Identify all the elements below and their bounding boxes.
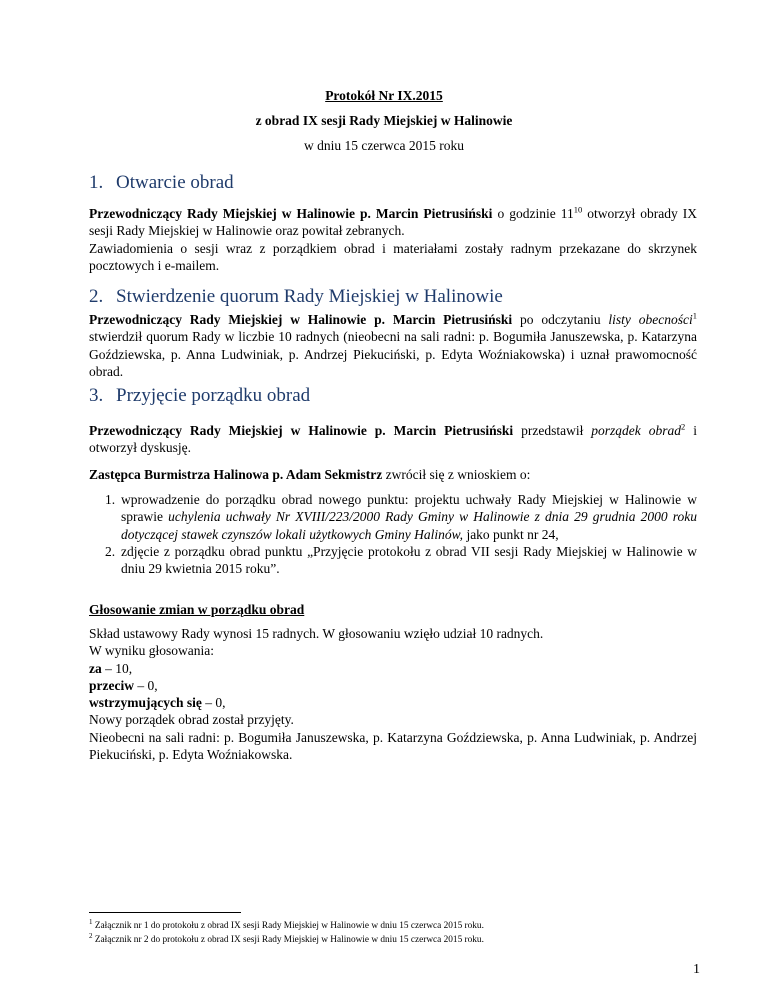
document-title	[0, 88, 768, 104]
absent-councillors: Nieobecni na sali radni: p. Bogumiła Januszewska, p. Katarzyna Goździewska, p. Anna Ludwiniak, p. Andrzej Piekuciński, p. Edyta Woźniakowska.	[89, 729, 697, 763]
protocol-number: Protokół Nr IX.2015	[325, 88, 443, 103]
section-2-paragraph: Przewodniczący Rady Miejskiej w Halinowie p. Marcin Pietrusiński po odczytaniu listy obecności$^1$ stwierdził quorum Rady w liczbie 10 radnych (nieobecni na sali radni: p. Bogumiła Januszewska, p. Katarzyna Goździewska, p. Anna Ludwiniak, p. Andrzej Piekuciński, p. Edyta Woźniakowska) i uznał prawomocność obrad.	[89, 310, 697, 379]
section-heading-2: 2. Stwierdzenie quorum Rady Miejskiej w Halinowie	[89, 286, 503, 307]
page-number: 1	[693, 962, 700, 977]
session-name: z obrad IX sesji Rady Miejskiej w Halinowie	[255, 113, 513, 128]
list-item: 1. wprowadzenie do porządku obrad nowego punktu: projektu uchwały Rady Miejskiej w Halinowie w sprawie uchylenia uchwały Nr XVIII/223/2000 Rady Gminy w Halinowie z dnia 29 grudnia 2000 roku dotyczącej stawek czynszów lokali użytkowych Gminy Halinów, jako punkt nr 24,	[105, 492, 697, 542]
vote-block: Skład ustawowy Rady wynosi 15 radnych. W głosowaniu wzięło udział 10 radnych. W wyniku głosowania: za – 10, przeciw – 0, wstrzymujących się – 0, Nowy porządek obrad został przyjęty. Nieobecni na sali radni: p. Bogumiła Januszewska, p. Katarzyna Goździewska, p. Anna Ludwiniak, p. Andrzej Piekuciński, p. Edyta Woźniakowska.	[89, 626, 697, 763]
footnote-separator	[89, 912, 241, 913]
deputy-mayor-paragraph: Zastępca Burmistrza Halinowa p. Adam Sekmistrz zwrócił się z wnioskiem o:	[89, 467, 531, 482]
footnote-2: $^2$ Załącznik nr 2 do protokołu z obrad IX sesji Rady Miejskiej w Halinowie w dniu 15 czerwca 2015 roku.	[89, 931, 484, 945]
section-3-paragraph: Przewodniczący Rady Miejskiej w Halinowie p. Marcin Pietrusiński przedstawił porządek obrad$^2$ i otworzył dyskusję.	[89, 421, 697, 456]
section-1-paragraph: Przewodniczący Rady Miejskiej w Halinowie p. Marcin Pietrusiński o godzinie $11^{10}$ otworzył obrady IX sesji Rady Miejskiej w Halinowie oraz powitał zebranych. Zawiadomienia o sesji wraz z porządkiem obrad i materiałami zostały radnym przekazane do skrzynek pocztowych i e-mailem.	[89, 204, 697, 273]
footnote-ref-2: 2	[681, 421, 686, 432]
section-heading-3: 3. Przyjęcie porządku obrad	[89, 385, 311, 406]
footnote-1: $^1$ Załącznik nr 1 do protokołu z obrad IX sesji Rady Miejskiej w Halinowie w dniu 15 czerwca 2015 roku.	[89, 917, 484, 931]
document-subtitle	[0, 113, 768, 129]
document-date: w dniu 15 czerwca 2015 roku	[303, 138, 465, 153]
section-heading-1: 1. Otwarcie obrad	[89, 172, 234, 193]
footnote-ref-1: 1	[692, 310, 697, 321]
motion-list	[89, 491, 697, 577]
list-item: 2. zdjęcie z porządku obrad punktu „Przyjęcie protokołu z obrad VII sesji Rady Miejskiej w Halinowie w dniu 29 kwietnia 2015 roku”.	[105, 543, 697, 577]
vote-heading: Głosowanie zmian w porządku obrad	[89, 602, 305, 617]
